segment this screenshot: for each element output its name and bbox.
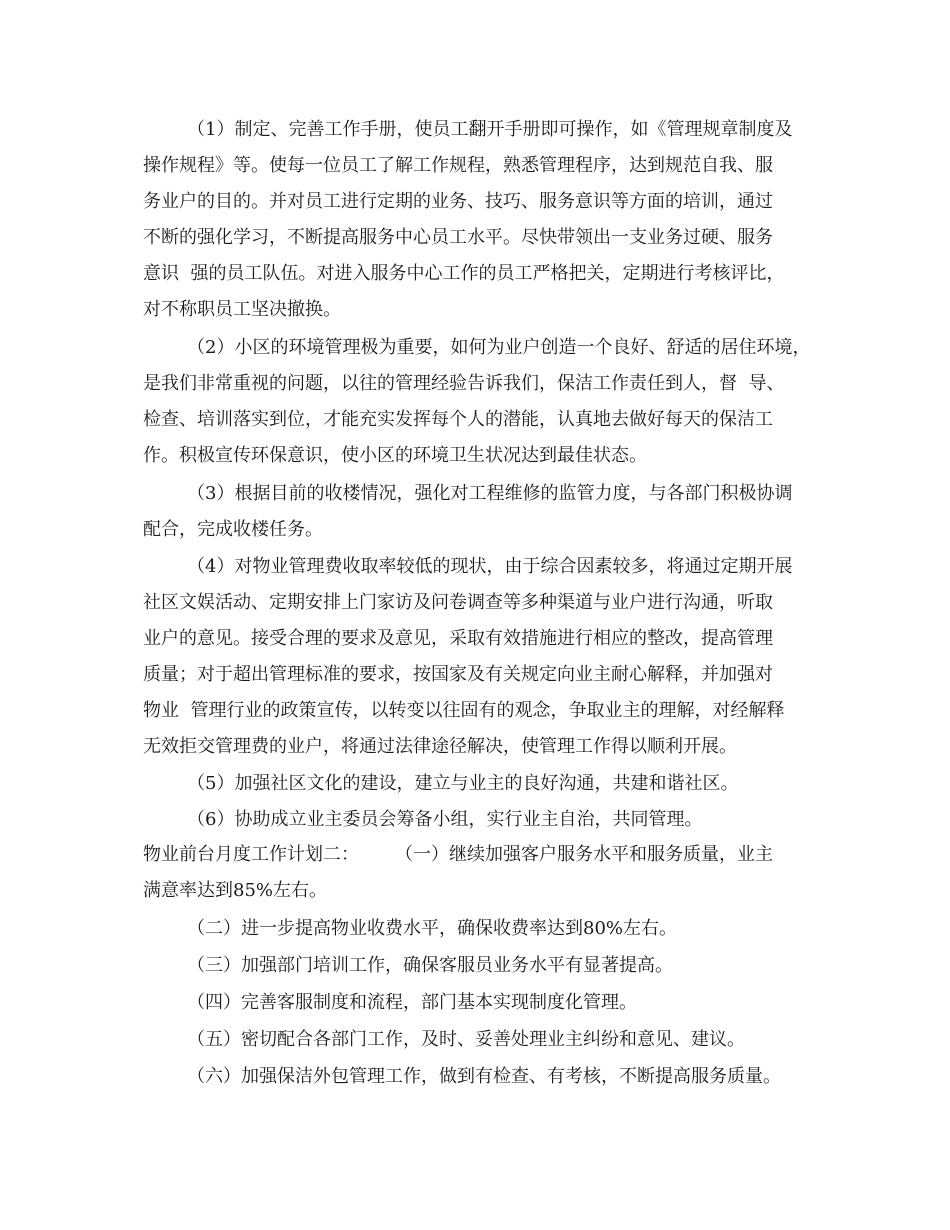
paragraph-4-line-1: （4）对物业管理费收取率较低的现状，由于综合因素较多，将通过定期开展	[187, 556, 793, 577]
paragraph-1-line-1: （1）制定、完善工作手册，使员工翻开手册即可操作，如《管理规章制度及	[187, 119, 793, 140]
paragraph-5: （5）加强社区文化的建设，建立与业主的良好沟通，共建和谐社区。	[187, 773, 739, 794]
plan-item-3: （三）加强部门培训工作，确保客服员业务水平有显著提高。	[187, 955, 673, 976]
paragraph-6: （6）协助成立业主委员会筹备小组，实行业主自治，共同管理。	[187, 809, 703, 830]
paragraph-1-line-6: 对不称职员工坚决撤换。	[143, 299, 341, 320]
paragraph-3-line-1: （3）根据目前的收楼情况，强化对工程维修的监管力度，与各部门积极协调	[187, 483, 793, 504]
plan-item-1-line-2: 满意率达到85%左右。	[143, 880, 328, 901]
plan-two-heading: 物业前台月度工作计划二：	[143, 844, 359, 865]
paragraph-4-line-2: 社区文娱活动、定期安排上门家访及问卷调查等多种渠道与业户进行沟通，听取	[143, 592, 773, 613]
paragraph-1-line-4: 不断的强化学习，不断提高服务中心员工水平。尽快带领出一支业务过硬、服务	[143, 227, 773, 248]
paragraph-4-line-5: 物业 管理行业的政策宣传，以转变以往固有的观念，争取业主的理解，对经解释	[143, 700, 785, 721]
paragraph-1-line-3: 务业户的目的。并对员工进行定期的业务、技巧、服务意识等方面的培训，通过	[143, 191, 773, 212]
plan-item-6: （六）加强保洁外包管理工作，做到有检查、有考核，不断提高服务质量。	[187, 1066, 781, 1087]
paragraph-4-line-6: 无效拒交管理费的业户，将通过法律途径解决，使管理工作得以顺利开展。	[143, 736, 737, 757]
paragraph-4-line-4: 质量；对于超出管理标准的要求，按国家及有关规定向业主耐心解释，并加强对	[143, 664, 773, 685]
paragraph-2-line-3: 检查、培训落实到位，才能充实发挥每个人的潜能，认真地去做好每天的保洁工	[143, 409, 773, 430]
plan-item-2: （二）进一步提高物业收费水平，确保收费率达到80%左右。	[187, 918, 678, 939]
paragraph-2-line-1: （2）小区的环境管理极为重要，如何为业户创造一个良好、舒适的居住环境，	[187, 337, 811, 358]
plan-item-5: （五）密切配合各部门工作，及时、妥善处理业主纠纷和意见、建议。	[187, 1029, 745, 1050]
paragraph-1-line-2: 操作规程》等。使每一位员工了解工作规程，熟悉管理程序，达到规范自我、服	[143, 155, 773, 176]
plan-item-1-line-1: （一）继续加强客户服务水平和服务质量，业主	[395, 844, 773, 865]
plan-two-heading-line	[143, 843, 773, 867]
plan-item-4: （四）完善客服制度和流程，部门基本实现制度化管理。	[187, 992, 637, 1013]
paragraph-2-line-4: 作。积极宣传环保意识，使小区的环境卫生状况达到最佳状态。	[143, 445, 647, 466]
paragraph-1-line-5: 意识 强的员工队伍。对进入服务中心工作的员工严格把关，定期进行考核评比，	[143, 263, 785, 284]
paragraph-4-line-3: 业户的意见。接受合理的要求及意见，采取有效措施进行相应的整改，提高管理	[143, 628, 773, 649]
paragraph-2-line-2: 是我们非常重视的问题，以往的管理经验告诉我们，保洁工作责任到人，督 导、	[143, 373, 785, 394]
paragraph-3-line-2: 配合，完成收楼任务。	[143, 519, 323, 540]
